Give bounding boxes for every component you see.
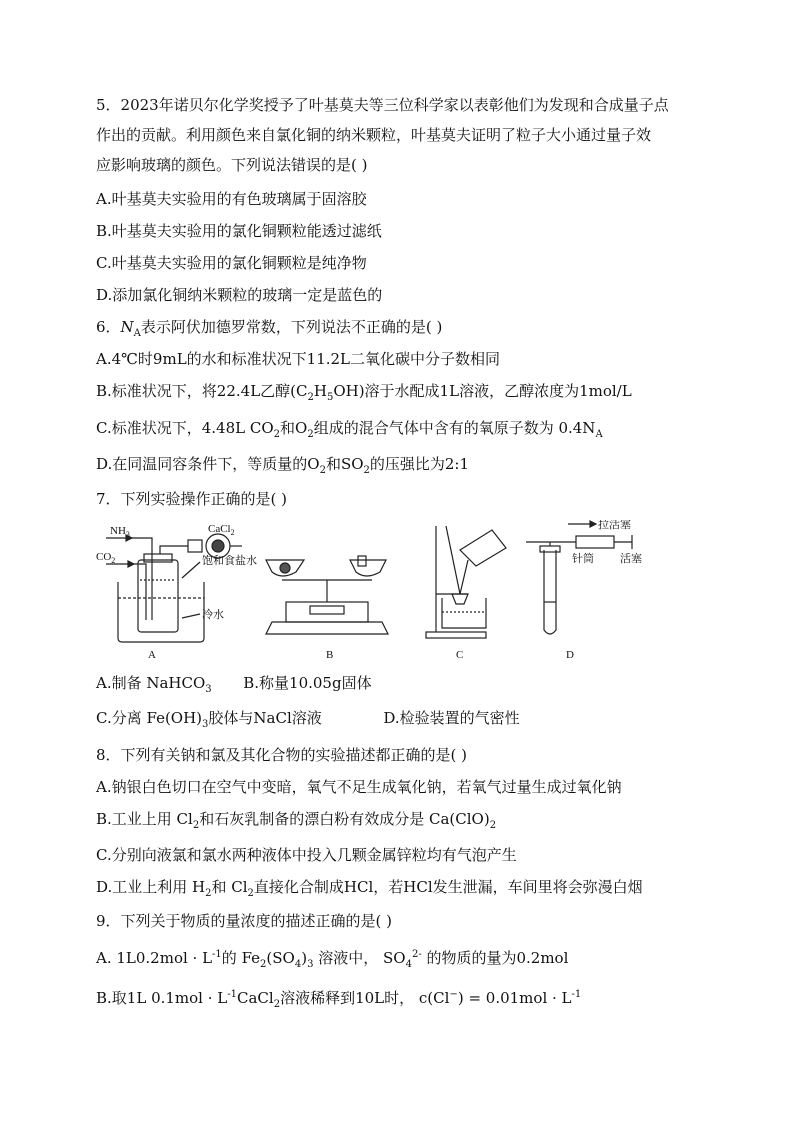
label-plunger: 活塞	[620, 553, 642, 565]
q6-b-sub1: 2	[307, 392, 314, 403]
q6-option-b	[96, 382, 632, 407]
q6-option-a: A.4℃时9mL的水和标准状况下11.2L二氧化碳中分子数相同	[96, 350, 501, 368]
q9-option-b: B.取1L $0.1mol \cdot L^{-1}CaCl_2$溶液稀释到10L时， $c(Cl^-) = 0.01mol \cdot L^{-1}$	[96, 989, 582, 1010]
q7-option-c: C.分离 $Fe(OH)_3$胶体与NaCl溶液	[96, 709, 322, 730]
q6-d-text3: 的压强比为2:1	[369, 455, 470, 473]
q7-option-b: B.称量10.05g固体	[243, 674, 372, 692]
na-symbol: N	[120, 318, 134, 336]
apparatus-a	[106, 534, 242, 642]
q5-stem-line3: 应影响玻璃的颜色。下列说法错误的是( )	[96, 156, 368, 174]
q8-option-b: B.工业上用 $Cl_2$和石灰乳制备的漂白粉有效成分是 $Ca(ClO)_2$	[96, 810, 497, 831]
label-co2: $CO_2$	[96, 551, 116, 565]
q8-stem: 8．下列有关钠和氯及其化合物的实验描述都正确的是( )	[96, 746, 468, 764]
q6-b-text1: B.标准状况下，将22.4L乙醇(C	[96, 382, 308, 400]
q5-option-c: C.叶基莫夫实验用的氯化铜颗粒是纯净物	[96, 254, 367, 272]
q6-c-sub3: A	[595, 429, 603, 440]
label-b: B	[326, 649, 334, 661]
q7-stem: 7．下列实验操作正确的是( )	[96, 490, 288, 508]
q9-option-a: A. $1L0.2mol \cdot L^{-1}$的 $Fe_2(SO_4)_3$ 溶液中， $SO_4^{2-}$ 的物质的量为0.2mol	[96, 949, 569, 970]
label-cacl2: CaCl$_2$	[208, 523, 235, 537]
q7-option-a: A.制备 NaHCO$_3$	[96, 674, 212, 695]
label-syringe: 针筒	[572, 553, 594, 565]
q6-c-text3: 组成的混合气体中含有的氧原子数为 0.4N	[313, 419, 596, 437]
q6-number: 6．	[96, 318, 121, 336]
q6-d-text2: 和SO	[325, 455, 364, 473]
q6-c-text1: C.标准状况下，4.48L CO	[96, 419, 274, 437]
q8-option-d: D.工业上利用 $H_2$和 $Cl_2$直接化合制成HCl，若HCl发生泄漏，车间里将会弥漫白烟	[96, 878, 643, 899]
apparatus-b	[266, 556, 388, 634]
q6-d-sub1: 2	[319, 465, 326, 476]
q6-c-sub1: 2	[273, 429, 280, 440]
q6-b-text2: H	[313, 382, 327, 400]
label-a: A	[148, 649, 156, 661]
q9-stem: 9．下列关于物质的量浓度的描述正确的是( )	[96, 912, 393, 930]
q6-b-sub2: 5	[326, 392, 334, 403]
label-d: D	[566, 649, 574, 661]
q6-option-c	[96, 419, 603, 444]
q6-b-text3: OH)溶于水配成1L溶液，乙醇浓度为1mol/L	[333, 382, 632, 400]
label-c: C	[456, 649, 464, 661]
q6-stem-text: 表示阿伏加德罗常数，下列说法不正确的是( )	[140, 318, 443, 336]
q7-options-cd	[96, 709, 520, 734]
q6-d-sub2: 2	[363, 465, 370, 476]
label-nh3: $NH_3$	[110, 525, 130, 539]
q7-option-d: D.检验装置的气密性	[383, 709, 520, 727]
q6-d-text1: D.在同温同容条件下，等质量的O	[96, 455, 320, 473]
q8-option-c: C.分别向液氯和氯水两种液体中投入几颗金属锌粒均有气泡产生	[96, 846, 517, 864]
q5-option-b: B.叶基莫夫实验用的氯化铜颗粒能透过滤纸	[96, 222, 382, 240]
q5-option-d: D.添加氯化铜纳米颗粒的玻璃一定是蓝色的	[96, 286, 383, 304]
q6-c-sub2: 2	[307, 429, 314, 440]
q6-option-d	[96, 455, 469, 480]
q5-stem-line1: 5．2023年诺贝尔化学奖授予了叶基莫夫等三位科学家以表彰他们为发现和合成量子点	[96, 96, 669, 114]
q6-c-text2: 和O	[280, 419, 308, 437]
q7-options-ab	[96, 674, 372, 699]
label-brine: 饱和食盐水	[202, 555, 257, 567]
label-pull-plunger: 拉活塞	[598, 520, 631, 531]
q5-stem-line2: 作出的贡献。利用颜色来自氯化铜的纳米颗粒，叶基莫夫证明了粒子大小通过量子效	[96, 126, 652, 144]
apparatus-d	[526, 521, 632, 634]
q5-option-a: A.叶基莫夫实验用的有色玻璃属于固溶胶	[96, 190, 367, 208]
q8-option-a: A.钠银白色切口在空气中变暗，氧气不足生成氧化钠，若氧气过量生成过氧化钠	[96, 778, 622, 796]
q7-apparatus-figure	[96, 520, 676, 665]
label-cold-water: 冷水	[202, 609, 224, 621]
na-subscript: A	[133, 328, 141, 339]
apparatus-c	[426, 526, 506, 638]
q6-stem	[96, 318, 442, 343]
